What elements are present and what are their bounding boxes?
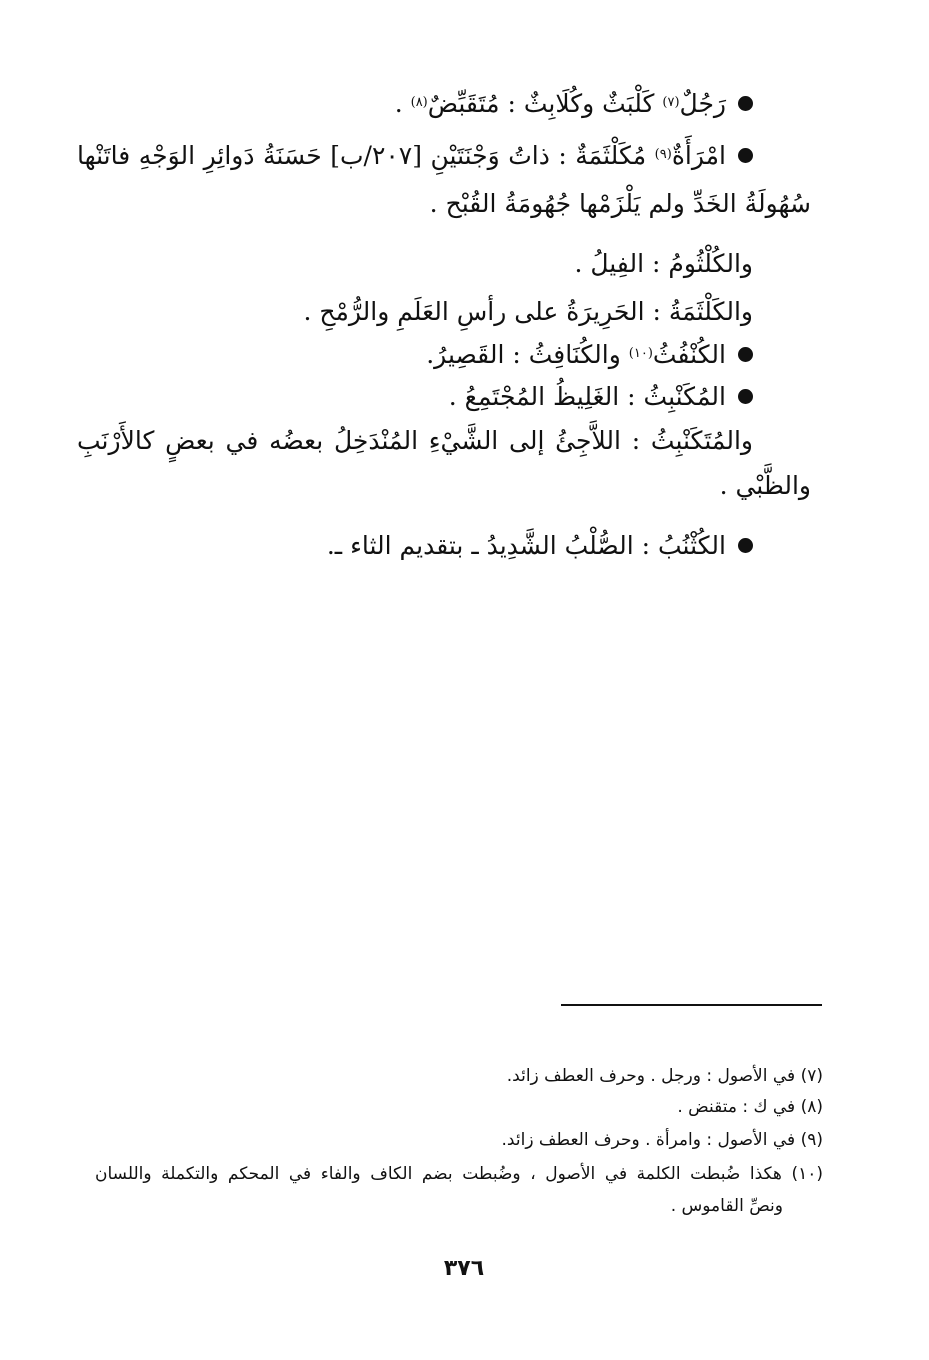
bullet-icon [738,148,753,163]
entry-rajul [193,86,753,122]
footnote-10-continued: ونصِّ القاموس . [670,1196,783,1216]
entry-text: رَجُلٌ [679,89,726,118]
footnote-ref: (٩) [654,147,672,162]
footnote-8: (٨) في ك : متقنض . [677,1097,823,1117]
entry-kuthnub [193,528,753,564]
entry-text: كَلْبَثٌ وكُلَابِثٌ : مُتَقَبِّضٌ [427,89,663,118]
bullet-icon [738,347,753,362]
entry-text: مُكَلْثَمَةٌ : ذاتُ وَجْنَتَيْنِ [٢٠٧/ب] حَسَنَةُ دَوائِرِ الوَجْهِ فاتَنْها [77,141,655,170]
bullet-icon [738,389,753,404]
page-number: ٣٧٦ [443,1256,485,1281]
entry-imraa-continued: سُهُولَةُ الخَدِّ ولم يَلْزَمْها جُهُومَةُ القُبْح . [429,189,811,218]
bullet-icon [738,538,753,553]
footnote-ref: (٨) [410,95,428,110]
entry-imraa [77,138,753,174]
entry-text: امْرَأَةٌ [671,141,726,170]
entry-mukanbith [193,379,753,415]
entry-text: الكُنْفُثُ [652,340,726,369]
entry-kunfuth [193,337,753,373]
footnote-divider [561,1004,822,1006]
entry-mutakanbith-continued: والظَّبْي . [719,471,811,500]
entry-text: . [394,89,411,118]
entry-text: المُكَنْبِثُ : الغَلِيظُ المُجْتَمِعُ . [448,382,726,411]
entry-mutakanbith: والمُتَكَنْبِثُ : اللاَّجِئُ إلى الشَّيْءِ المُنْدَخِلُ بعضُه في بعضٍ كالأَرْنَبِ [77,426,753,455]
footnote-9: (٩) في الأصول : وامرأة . وحرف العطف زائد. [501,1130,823,1150]
footnote-ref: (١٠) [628,346,653,361]
entry-kalthama: والكَلْثَمَةُ : الحَرِيرَةُ على رأسِ العَلَمِ والرُّمْحِ . [303,297,753,326]
footnote-7: (٧) في الأصول : ورجل . وحرف العطف زائد. [506,1066,823,1086]
entry-kulthum: والكُلْثُومُ : الفِيلُ . [574,249,753,278]
entry-text: الكُثْنُبُ : الصُّلْبُ الشَّدِيدُ ـ بتقديم الثاء ـ. [326,531,726,560]
footnote-ref: (٧) [662,95,680,110]
footnote-10: (١٠) هكذا ضُبطت الكلمة في الأصول ، وضُبطت بضم الكاف والفاء في المحكم والتكملة واللسان [95,1164,823,1184]
bullet-icon [738,96,753,111]
entry-text: والكُنَافِثُ : القَصِيرُ. [426,340,629,369]
